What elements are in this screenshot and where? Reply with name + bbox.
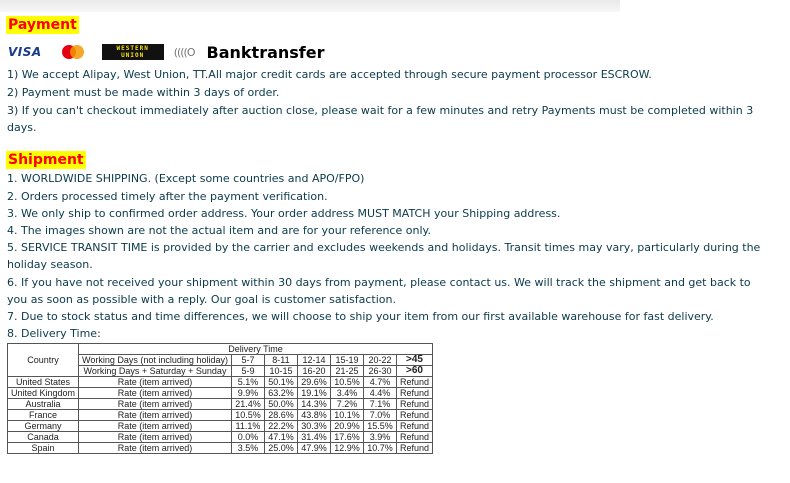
- rate-cell: 19.1%: [297, 388, 330, 399]
- country-cell: United States: [8, 377, 79, 388]
- rate-cell: 0.0%: [231, 432, 264, 443]
- rate-cell: 9.9%: [231, 388, 264, 399]
- country-cell: Australia: [8, 399, 79, 410]
- rate-cell: 22.2%: [264, 421, 297, 432]
- rate-cell: 4.7%: [363, 377, 396, 388]
- rate-cell: 10.5%: [231, 410, 264, 421]
- header-label: Working Days + Saturday + Sunday: [79, 366, 232, 377]
- header-cell: 12-14: [297, 355, 330, 366]
- rate-cell: 7.1%: [363, 399, 396, 410]
- header-cell: 26-30: [363, 366, 396, 377]
- rate-cell: 3.5%: [231, 443, 264, 454]
- payment-heading: Payment: [8, 17, 77, 33]
- delivery-time-table: [7, 343, 433, 454]
- header-cell: 5-7: [231, 355, 264, 366]
- table-title-row: [8, 344, 433, 355]
- header-cell: >60: [396, 366, 432, 377]
- country-cell: Spain: [8, 443, 79, 454]
- rate-cell: 63.2%: [264, 388, 297, 399]
- visa-logo: VISA: [8, 45, 42, 59]
- header-cell: 5-9: [231, 366, 264, 377]
- rate-cell: 47.1%: [264, 432, 297, 443]
- country-cell: United Kingdom: [8, 388, 79, 399]
- rate-cell: 28.6%: [264, 410, 297, 421]
- rate-cell: Refund: [396, 421, 432, 432]
- rate-cell: 47.9%: [297, 443, 330, 454]
- table-row: [8, 399, 433, 410]
- rate-cell: 17.6%: [330, 432, 363, 443]
- rate-cell: 30.3%: [297, 421, 330, 432]
- wireless-icon: ((((O: [173, 45, 195, 59]
- rate-cell: 7.0%: [363, 410, 396, 421]
- payment-line-2: 2) Payment must be made within 3 days of order.: [7, 86, 280, 99]
- rate-cell: Refund: [396, 410, 432, 421]
- shipment-line-2: 2. Orders processed timely after the payment verification.: [7, 190, 328, 203]
- rate-label: Rate (item arrived): [79, 443, 232, 454]
- payment-line-1: 1) We accept Alipay, West Union, TT.All major credit cards are accepted through secure payment processor ESCROW.: [7, 68, 652, 81]
- rate-cell: 11.1%: [231, 421, 264, 432]
- country-cell: Germany: [8, 421, 79, 432]
- rate-cell: Refund: [396, 432, 432, 443]
- header-cell: 21-25: [330, 366, 363, 377]
- payment-line-4: days.: [7, 121, 37, 134]
- shipment-heading: Shipment: [8, 152, 84, 168]
- header-label: Working Days (not including holiday): [79, 355, 232, 366]
- rate-label: Rate (item arrived): [79, 377, 232, 388]
- shipment-line-10: 8. Delivery Time:: [7, 327, 101, 340]
- header-cell: >45: [396, 355, 432, 366]
- rate-cell: Refund: [396, 377, 432, 388]
- western-union-line2: UNION: [121, 52, 145, 59]
- country-cell: France: [8, 410, 79, 421]
- rate-cell: 50.1%: [264, 377, 297, 388]
- rate-cell: 20.9%: [330, 421, 363, 432]
- header-cell: 16-20: [297, 366, 330, 377]
- rate-cell: 5.1%: [231, 377, 264, 388]
- header-cell: 10-15: [264, 366, 297, 377]
- shipment-line-6: holiday season.: [7, 258, 93, 271]
- country-header: Country: [8, 344, 79, 377]
- rate-cell: 3.4%: [330, 388, 363, 399]
- shipment-line-3: 3. We only ship to confirmed order address. Your order address MUST MATCH your Shipping address.: [7, 207, 561, 220]
- rate-label: Rate (item arrived): [79, 410, 232, 421]
- rate-cell: 43.8%: [297, 410, 330, 421]
- mastercard-logo: [62, 45, 84, 59]
- header-cell: 8-11: [264, 355, 297, 366]
- rate-cell: 10.5%: [330, 377, 363, 388]
- rate-cell: 12.9%: [330, 443, 363, 454]
- rate-label: Rate (item arrived): [79, 399, 232, 410]
- rate-cell: 10.7%: [363, 443, 396, 454]
- shipment-line-7: 6. If you have not received your shipment within 30 days from payment, please contact us. We will track the shipment and get back to: [7, 276, 751, 289]
- table-row: [8, 443, 433, 454]
- western-union-logo: [102, 44, 164, 60]
- rate-cell: 50.0%: [264, 399, 297, 410]
- rate-cell: 15.5%: [363, 421, 396, 432]
- rate-cell: 7.2%: [330, 399, 363, 410]
- rate-cell: 4.4%: [363, 388, 396, 399]
- table-row: [8, 377, 433, 388]
- payment-logos: [8, 42, 325, 62]
- rate-cell: 29.6%: [297, 377, 330, 388]
- header-cell: 20-22: [363, 355, 396, 366]
- rate-label: Rate (item arrived): [79, 388, 232, 399]
- rate-cell: Refund: [396, 399, 432, 410]
- table-row: [8, 388, 433, 399]
- rate-cell: Refund: [396, 443, 432, 454]
- table-row: [8, 410, 433, 421]
- shipment-line-4: 4. The images shown are not the actual item and are for your reference only.: [7, 224, 431, 237]
- header-cell: 15-19: [330, 355, 363, 366]
- payment-line-3: 3) If you can't checkout immediately after auction close, please wait for a few minutes and retry Payments must be completed within 3: [7, 104, 754, 117]
- shipment-line-1: 1. WORLDWIDE SHIPPING. (Except some countries and APO/FPO): [7, 172, 365, 185]
- shipment-line-9: 7. Due to stock status and time differences, we will choose to ship your item from our first available warehouse for fast delivery.: [7, 310, 714, 323]
- table-row: [8, 432, 433, 443]
- shipment-line-8: you as soon as possible with a reply. Our goal is customer satisfaction.: [7, 293, 396, 306]
- rate-cell: 14.3%: [297, 399, 330, 410]
- rate-cell: 10.1%: [330, 410, 363, 421]
- rate-cell: Refund: [396, 388, 432, 399]
- table-title: Delivery Time: [79, 344, 433, 355]
- rate-cell: 21.4%: [231, 399, 264, 410]
- rate-cell: 3.9%: [363, 432, 396, 443]
- top-strip: [0, 0, 620, 12]
- shipment-line-5: 5. SERVICE TRANSIT TIME is provided by the carrier and excludes weekends and holidays. Transit times may vary, particularly during the: [7, 241, 761, 254]
- table-row: [8, 421, 433, 432]
- rate-cell: 31.4%: [297, 432, 330, 443]
- rate-label: Rate (item arrived): [79, 432, 232, 443]
- country-cell: Canada: [8, 432, 79, 443]
- western-union-line1: WESTERN: [116, 45, 149, 52]
- rate-label: Rate (item arrived): [79, 421, 232, 432]
- bank-transfer-label: Banktransfer: [206, 42, 325, 62]
- rate-cell: 25.0%: [264, 443, 297, 454]
